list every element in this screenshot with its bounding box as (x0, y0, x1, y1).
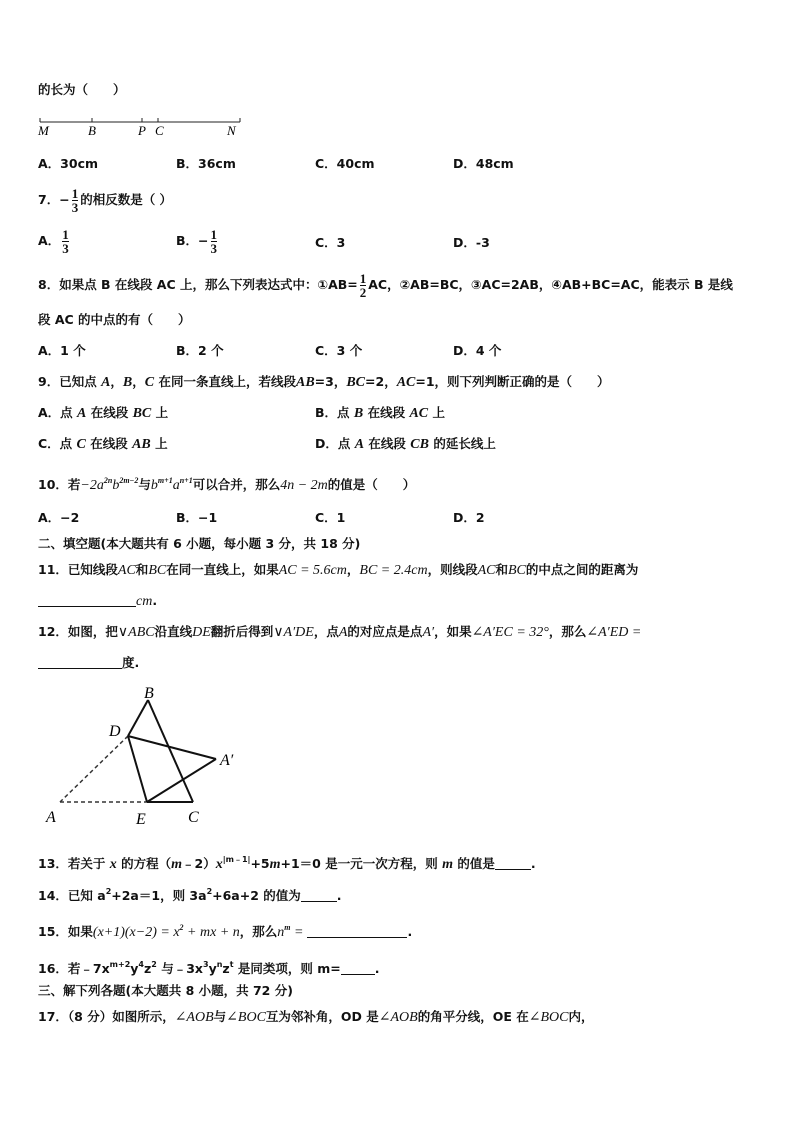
fig-label-A: A (46, 809, 56, 826)
q10-option-d[interactable]: D．2 (453, 510, 485, 525)
fig-label-A-prime: A′ (220, 752, 234, 769)
q11-answer-line: cm. (38, 592, 157, 611)
q10-option-b[interactable]: B．−1 (176, 510, 218, 525)
q6-option-a[interactable]: A．30cm (38, 156, 99, 171)
q10-option-a[interactable]: A．−2 (38, 510, 80, 525)
q7-option-a[interactable]: A． $\frac{1}{3}$ (38, 227, 69, 256)
q7-option-d[interactable]: D．-3 (453, 235, 490, 250)
q15-answer-blank[interactable] (307, 937, 407, 938)
q8-option-b[interactable]: B．2 个 (176, 343, 224, 358)
q13-stem: 13．若关于 x 的方程$(m﹣2)x^{|m﹣1|}+5m+1=0$ 是一元一次方程，则 m 的值是 . (38, 855, 536, 872)
fraction: $\frac{1}{3}$ (71, 186, 79, 215)
q8-stem-line1: 8．如果点 B 在线段 AC 上，那么下列表达式中：①AB= $\frac{1}{2}$ AC，②AB=BC，③AC=2AB，④AB+BC=AC，能表示 B 是线 (38, 271, 733, 300)
q6-option-b[interactable]: B．36cm (176, 156, 236, 171)
q12-stem: 12．如图，把∨ABC沿直线DE翻折后得到∨A′DE，点A的对应点是点A′，如果∠A′EC = 32°，那么∠A′ED = (38, 624, 642, 640)
q6-option-d[interactable]: D．48cm (453, 156, 514, 171)
fig-label-D: D (109, 723, 121, 740)
q8-option-c[interactable]: C．3 个 (315, 343, 363, 358)
label-N: N (227, 123, 236, 138)
segment-figure (36, 114, 246, 140)
q9-stem: 9．已知点 A，B，C 在同一条直线上，若线段AB=3，BC=2，AC=1，则下列判断正确的是（ ） (38, 374, 610, 390)
q8-stem-line2: 段 AC 的中点的有（ ） (38, 312, 191, 327)
q9-option-b[interactable]: B．点 B 在线段 AC 上 (315, 405, 445, 421)
q9-option-d[interactable]: D．点 A 在线段 CB 的延长线上 (315, 436, 496, 452)
q13-answer-blank[interactable] (495, 869, 531, 870)
q7-stem: 7．− $\frac{1}{3}$ 的相反数是（ ） (38, 186, 173, 215)
q8-option-a[interactable]: A．1 个 (38, 343, 86, 358)
q9-option-c[interactable]: C．点 C 在线段 AB 上 (38, 436, 168, 452)
fig-label-E: E (136, 811, 146, 828)
q14-stem: 14．已知 $a^2+2a=1$，则 $3a^2+6a+2$ 的值为 . (38, 887, 342, 903)
label-B: B (88, 123, 96, 138)
q12-answer-line: 度. (38, 654, 139, 672)
q10-stem: 10．若$-2a^{2n}b^{2m-2}$与$b^{m+1}a^{n+1}$可以合并，那么4n − 2m的值是（ ） (38, 476, 416, 493)
q16-answer-blank[interactable] (341, 974, 375, 975)
q6-option-c[interactable]: C．40cm (315, 156, 375, 171)
q9-option-a[interactable]: A．点 A 在线段 BC 上 (38, 405, 169, 421)
label-C: C (155, 123, 164, 138)
label-M: M (38, 123, 49, 138)
fold-triangle-figure (40, 684, 250, 830)
q7-option-c[interactable]: C．3 (315, 235, 346, 250)
q15-stem: 15．如果$(x+1)(x-2) = x^2$ + mx + n，那么$n^m$ = . (38, 923, 413, 940)
q17-stem: 17．（8 分）如图所示，∠AOB与∠BOC互为邻补角，OD 是∠AOB的角平分线，OE 在∠BOC内， (38, 1009, 594, 1025)
q14-answer-blank[interactable] (301, 901, 337, 902)
section-solve-heading: 三、解下列各题(本大题共 8 小题，共 72 分) (38, 983, 293, 998)
q7-option-b[interactable]: B．− $\frac{1}{3}$ (176, 227, 218, 256)
q11-answer-blank[interactable] (38, 606, 136, 607)
fig-label-B: B (144, 685, 154, 702)
fig-label-C: C (188, 809, 199, 826)
q6-tail: 的长为（ ） (38, 82, 126, 97)
q12-answer-blank[interactable] (38, 668, 122, 669)
q16-stem: 16．若$﹣7x^{m+2}y^4z^2$ 与$﹣3x^3y^nz^t$ 是同类项，则 m= . (38, 960, 380, 976)
label-P: P (138, 123, 146, 138)
section-fill-in-heading: 二、填空题(本大题共有 6 小题，每小题 3 分，共 18 分) (38, 536, 361, 551)
q11-stem: 11．已知线段AC和BC在同一直线上，如果AC = 5.6cm，BC = 2.4cm，则线段AC和BC的中点之间的距离为 (38, 562, 639, 578)
q10-option-c[interactable]: C．1 (315, 510, 346, 525)
q8-option-d[interactable]: D．4 个 (453, 343, 502, 358)
